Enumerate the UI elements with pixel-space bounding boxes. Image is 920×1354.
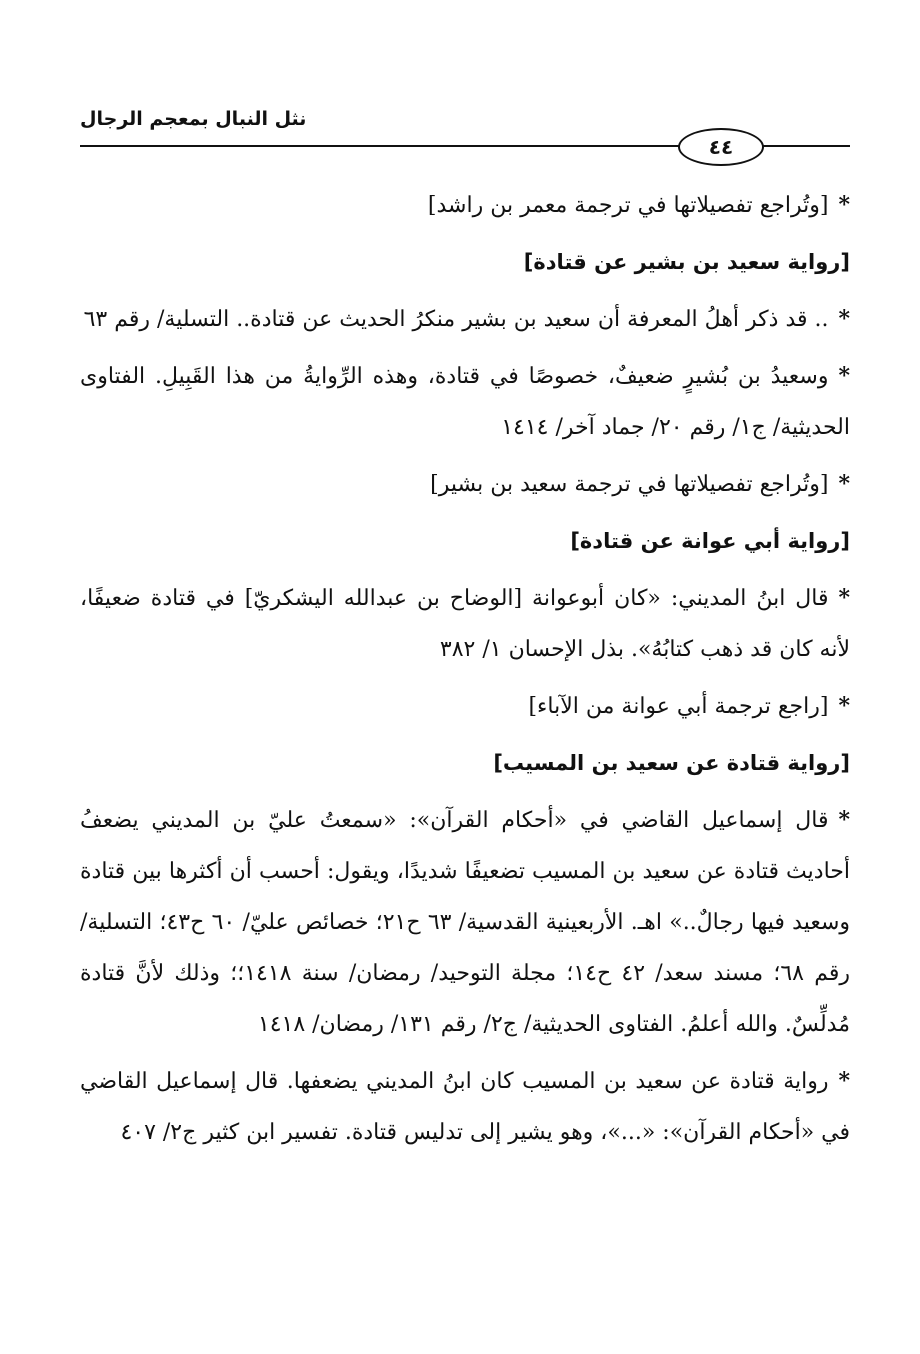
entry-text: قال إسماعيل القاضي في «أحكام القرآن»: «سمعتُ عليّ بن المديني يضعفُ أحاديث قتادة عن سعيد بن المسيب تضعيفًا شديدًا، ويقول: أحسب أن أكثرها بين قتادة وسعيد فيها رجالٌ..» اهـ. الأربعينية القدسية/ ٦٣ ح٢١؛ خصائص عليّ/ ٦٠ ح٤٣؛ التسلية/ رقم ٦٨؛ مسند سعد/ ٤٢ ح١٤؛ مجلة التوحيد/ رمضان/ سنة ١٤١٨؛؛ وذلك لأنَّ قتادة مُدلِّسٌ. والله أعلمُ. الفتاوى الحديثية/ ج٢/ رقم ١٣١/ رمضان/ ١٤١٨	[80, 808, 851, 1037]
entry-5	[80, 573, 850, 675]
entry-text: [وتُراجع تفصيلاتها في ترجمة معمر بن راشد]	[427, 193, 829, 218]
entry-text: .. قد ذكر أهلُ المعرفة أن سعيد بن بشير منكرُ الحديث عن قتادة.. التسلية/ رقم ٦٣	[83, 307, 829, 332]
section-heading-3: [رواية قتادة عن سعيد بن المسيب]	[493, 751, 850, 775]
entry-text: وسعيدُ بن بُشيرٍ ضعيفٌ، خصوصًا في قتادة، وهذه الرِّوايةُ من هذا القَبِيلِ. الفتاوى الحديثية/ ج١/ رقم ٢٠/ جماد آخر/ ١٤١٤	[80, 364, 850, 440]
section-heading-1: [رواية سعيد بن بشير عن قتادة]	[523, 250, 850, 274]
bullet-star: *	[838, 693, 850, 719]
bullet-star: *	[838, 1068, 850, 1094]
entry-text: رواية قتادة عن سعيد بن المسيب كان ابنُ المديني يضعفها. قال إسماعيل القاضي في «أحكام القرآن»: «...»، وهو يشير إلى تدليس قتادة. تفسير ابن كثير ج٢/ ٤٠٧	[80, 1069, 850, 1145]
bullet-star: *	[838, 192, 850, 218]
bullet-star: *	[838, 306, 850, 332]
entry-text: [وتُراجع تفصيلاتها في ترجمة سعيد بن بشير]	[430, 472, 829, 497]
entry-8	[80, 1056, 850, 1158]
page-body	[80, 180, 850, 1164]
entry-1	[80, 180, 850, 231]
entry-text: [راجع ترجمة أبي عوانة من الآباء]	[528, 694, 829, 719]
entry-2	[80, 294, 850, 345]
entry-4	[80, 459, 850, 510]
entry-7	[80, 795, 850, 1050]
section-heading-2: [رواية أبي عوانة عن قتادة]	[570, 529, 850, 553]
book-title: نثل النبال بمعجم الرجال	[80, 108, 307, 130]
entry-3	[80, 351, 850, 453]
entry-6	[80, 681, 850, 732]
bullet-star: *	[838, 585, 850, 611]
bullet-star: *	[838, 363, 850, 389]
page-number: ٤٤	[678, 128, 764, 166]
entry-text: قال ابنُ المديني: «كان أبوعوانة [الوضاح بن عبدالله اليشكريّ] في قتادة ضعيفًا، لأنه كان قد ذهب كتابُهُ». بذل الإحسان ١/ ٣٨٢	[80, 586, 850, 662]
page-header	[80, 108, 850, 168]
bullet-star: *	[838, 471, 850, 497]
bullet-star: *	[838, 807, 850, 833]
